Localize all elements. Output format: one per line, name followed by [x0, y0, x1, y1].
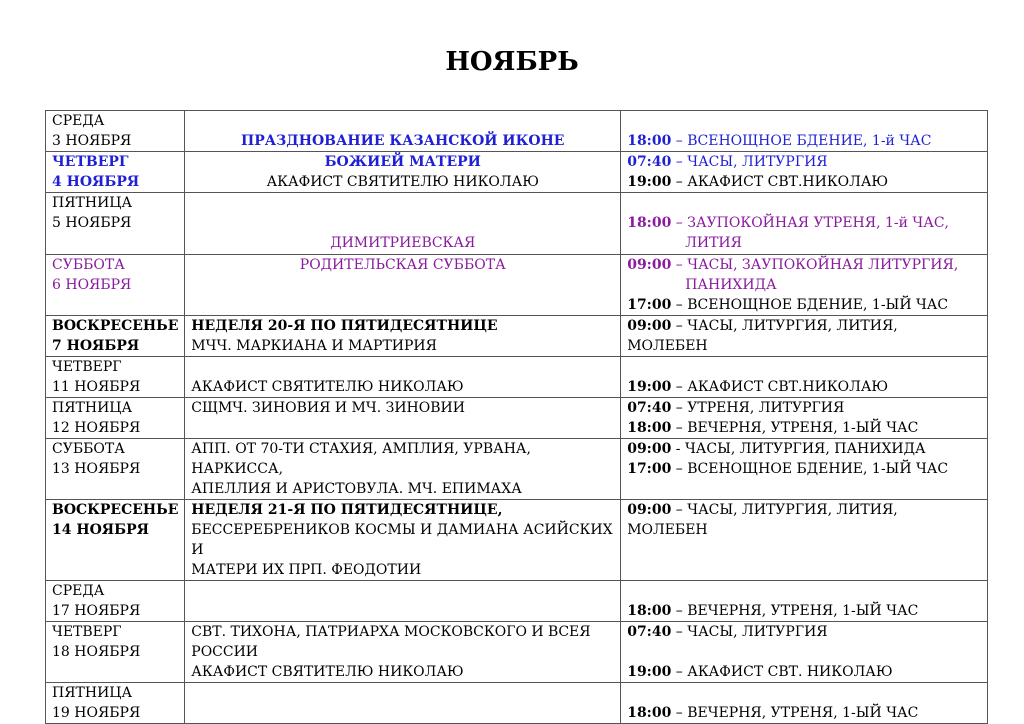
service-time: 19:00: [627, 664, 672, 680]
day-cell: [46, 500, 185, 581]
event-cell: [185, 152, 621, 193]
services-cell: [621, 398, 988, 439]
weekday: СУББОТА: [52, 257, 125, 273]
table-row: [46, 622, 988, 683]
day-cell: [46, 152, 185, 193]
service-time: 17:00: [627, 461, 672, 477]
services-cell: [621, 581, 988, 622]
event-line: РОССИИ: [191, 644, 259, 660]
date: 4 НОЯБРЯ: [52, 174, 140, 190]
service-text: – ЧАСЫ, ЛИТУРГИЯ: [671, 624, 828, 640]
event-line: АКАФИСТ СВЯТИТЕЛЮ НИКОЛАЮ: [191, 379, 464, 395]
date: 14 НОЯБРЯ: [52, 522, 149, 538]
service-time: 18:00: [627, 215, 672, 231]
service-text: – АКАФИСТ СВТ.НИКОЛАЮ: [671, 379, 889, 395]
service-text: – ЗАУПОКОЙНАЯ УТРЕНЯ, 1-й ЧАС,: [671, 215, 949, 231]
event-line: БЕССЕРЕБРЕНИКОВ КОСМЫ И ДАМИАНА АСИЙСКИХ И: [191, 522, 613, 558]
date: 13 НОЯБРЯ: [52, 461, 141, 477]
services-cell: [621, 193, 988, 255]
weekday: СРЕДА: [52, 113, 105, 129]
event-line: АПП. ОТ 70-ТИ СТАХИЯ, АМПЛИЯ, УРВАНА, НАРКИССА,: [191, 441, 531, 477]
service-time: 09:00: [627, 318, 672, 334]
service-text: – ЧАСЫ, ЛИТУРГИЯ: [671, 154, 828, 170]
event-line: АПЕЛЛИЯ И АРИСТОВУЛА. МЧ. ЕПИМАХА: [191, 481, 522, 497]
service-time: 18:00: [627, 603, 672, 619]
service-text: – ВСЕНОЩНОЕ БДЕНИЕ, 1-ЫЙ ЧАС: [671, 297, 949, 313]
service-continuation: ЛИТИЯ: [685, 235, 742, 251]
service-text: – ЧАСЫ, ЛИТУРГИЯ, ЛИТИЯ, МОЛЕБЕН: [627, 502, 898, 538]
day-cell: [46, 581, 185, 622]
date: 6 НОЯБРЯ: [52, 277, 132, 293]
date: 18 НОЯБРЯ: [52, 644, 141, 660]
table-row: [46, 398, 988, 439]
event-cell: [185, 357, 621, 398]
weekday: СРЕДА: [52, 583, 105, 599]
table-row: [46, 439, 988, 500]
schedule-table: [45, 110, 988, 724]
date: 19 НОЯБРЯ: [52, 705, 141, 721]
event-cell: [185, 316, 621, 357]
event-line: СВТ. ТИХОНА, ПАТРИАРХА МОСКОВСКОГО И ВСЕЯ: [191, 624, 591, 640]
page-title: НОЯБРЬ: [445, 47, 579, 77]
day-cell: [46, 398, 185, 439]
event-line: БОЖИЕЙ МАТЕРИ: [324, 154, 481, 170]
service-text: – ВСЕНОЩНОЕ БДЕНИЕ, 1-й ЧАС: [671, 133, 932, 149]
service-continuation: ПАНИХИДА: [685, 277, 777, 293]
service-time: 18:00: [627, 420, 672, 436]
date: 3 НОЯБРЯ: [52, 133, 132, 149]
weekday: ВОСКРЕСЕНЬЕ: [52, 318, 179, 334]
service-text: – ВЕЧЕРНЯ, УТРЕНЯ, 1-ЫЙ ЧАС: [671, 420, 919, 436]
weekday: ПЯТНИЦА: [52, 400, 133, 416]
service-time: 17:00: [627, 297, 672, 313]
services-cell: [621, 622, 988, 683]
service-time: 09:00: [627, 257, 672, 273]
weekday: ЧЕТВЕРГ: [52, 154, 129, 170]
service-time: 07:40: [627, 154, 672, 170]
service-text: – ВЕЧЕРНЯ, УТРЕНЯ, 1-ЫЙ ЧАС: [671, 705, 919, 721]
table-row: [46, 581, 988, 622]
table-row: [46, 500, 988, 581]
day-cell: [46, 255, 185, 316]
service-time: 09:00: [627, 502, 672, 518]
service-time: 19:00: [627, 174, 672, 190]
date: 17 НОЯБРЯ: [52, 603, 141, 619]
services-cell: [621, 683, 988, 724]
table-row: [46, 316, 988, 357]
weekday: ВОСКРЕСЕНЬЕ: [52, 502, 179, 518]
service-time: 09:00: [627, 441, 672, 457]
event-cell: [185, 500, 621, 581]
service-text: – ВЕЧЕРНЯ, УТРЕНЯ, 1-ЫЙ ЧАС: [671, 603, 919, 619]
services-cell: [621, 316, 988, 357]
day-cell: [46, 357, 185, 398]
date: 12 НОЯБРЯ: [52, 420, 141, 436]
event-cell: [185, 581, 621, 622]
table-row: [46, 111, 988, 152]
weekday: СУББОТА: [52, 441, 125, 457]
event-line: РОДИТЕЛЬСКАЯ СУББОТА: [299, 257, 506, 273]
table-row: [46, 255, 988, 316]
weekday: ПЯТНИЦА: [52, 195, 133, 211]
event-cell: [185, 111, 621, 152]
date: 7 НОЯБРЯ: [52, 338, 140, 354]
service-text: – АКАФИСТ СВТ. НИКОЛАЮ: [671, 664, 893, 680]
event-line: СЩМЧ. ЗИНОВИЯ И МЧ. ЗИНОВИИ: [191, 400, 465, 416]
weekday: ПЯТНИЦА: [52, 685, 133, 701]
service-time: 07:40: [627, 624, 672, 640]
event-cell: [185, 683, 621, 724]
day-cell: [46, 622, 185, 683]
service-text: – ВСЕНОЩНОЕ БДЕНИЕ, 1-ЫЙ ЧАС: [671, 461, 949, 477]
event-cell: [185, 439, 621, 500]
services-cell: [621, 357, 988, 398]
table-row: [46, 683, 988, 724]
day-cell: [46, 316, 185, 357]
event-line: ПРАЗДНОВАНИЕ КАЗАНСКОЙ ИКОНЕ: [241, 133, 565, 149]
services-cell: [621, 255, 988, 316]
service-text: – ЧАСЫ, ЗАУПОКОЙНАЯ ЛИТУРГИЯ,: [671, 257, 959, 273]
services-cell: [621, 439, 988, 500]
day-cell: [46, 683, 185, 724]
event-cell: [185, 193, 621, 255]
services-cell: [621, 111, 988, 152]
weekday: ЧЕТВЕРГ: [52, 359, 122, 375]
event-cell: [185, 255, 621, 316]
event-line: НЕДЕЛЯ 21-Я ПО ПЯТИДЕСЯТНИЦЕ,: [191, 502, 503, 518]
service-time: 07:40: [627, 400, 672, 416]
service-time: 18:00: [627, 133, 672, 149]
event-line: МЧЧ. МАРКИАНА И МАРТИРИЯ: [191, 338, 437, 354]
services-cell: [621, 500, 988, 581]
event-line: АКАФИСТ СВЯТИТЕЛЮ НИКОЛАЮ: [191, 664, 464, 680]
event-line: ДИМИТРИЕВСКАЯ: [330, 235, 476, 251]
event-line: АКАФИСТ СВЯТИТЕЛЮ НИКОЛАЮ: [266, 174, 539, 190]
weekday: ЧЕТВЕРГ: [52, 624, 122, 640]
date: 11 НОЯБРЯ: [52, 379, 141, 395]
event-cell: [185, 622, 621, 683]
table-row: [46, 357, 988, 398]
event-cell: [185, 398, 621, 439]
event-line: МАТЕРИ ИХ ПРП. ФЕОДОТИИ: [191, 562, 422, 578]
service-text: - ЧАСЫ, ЛИТУРГИЯ, ПАНИХИДА: [671, 441, 926, 457]
date: 5 НОЯБРЯ: [52, 215, 132, 231]
service-text: – ЧАСЫ, ЛИТУРГИЯ, ЛИТИЯ, МОЛЕБЕН: [627, 318, 898, 354]
table-row: [46, 152, 988, 193]
day-cell: [46, 439, 185, 500]
day-cell: [46, 111, 185, 152]
service-time: 18:00: [627, 705, 672, 721]
day-cell: [46, 193, 185, 255]
service-time: 19:00: [627, 379, 672, 395]
service-text: – УТРЕНЯ, ЛИТУРГИЯ: [671, 400, 845, 416]
event-line: НЕДЕЛЯ 20-Я ПО ПЯТИДЕСЯТНИЦЕ: [191, 318, 498, 334]
service-text: – АКАФИСТ СВТ.НИКОЛАЮ: [671, 174, 889, 190]
services-cell: [621, 152, 988, 193]
table-row: [46, 193, 988, 255]
